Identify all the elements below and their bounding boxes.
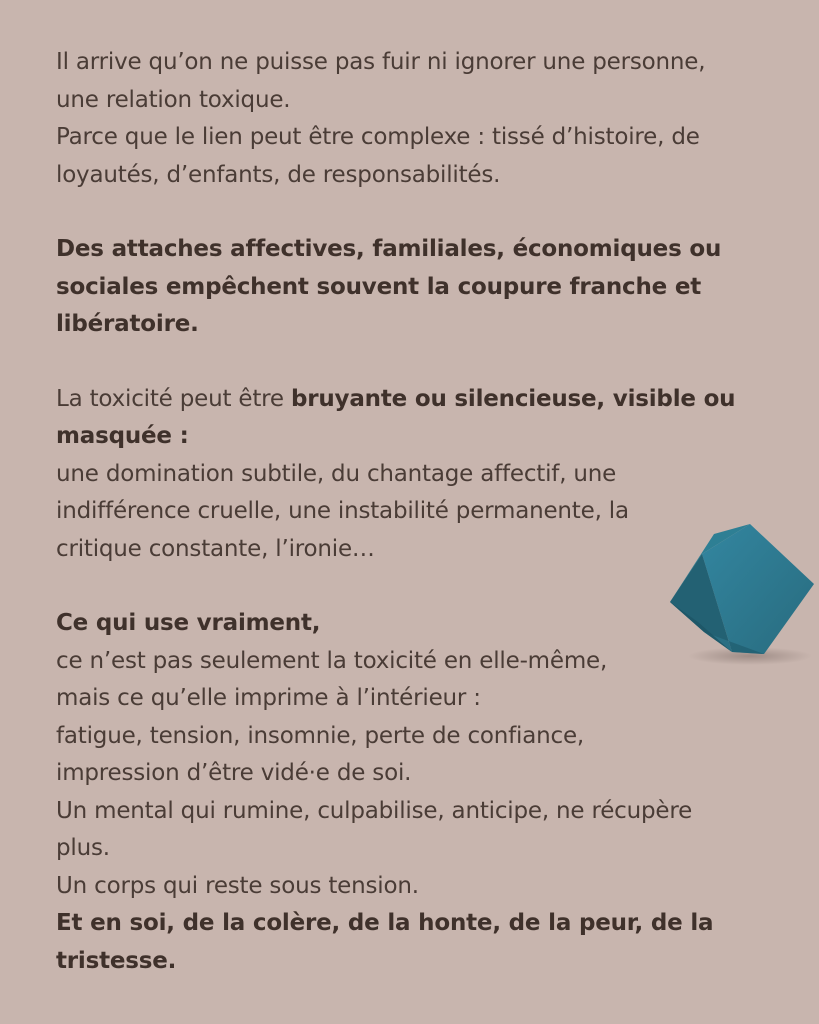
text-line: loyautés, d’enfants, de responsabilités. — [56, 161, 501, 188]
text-line: une relation toxique. — [56, 86, 291, 113]
paragraph-intro — [56, 44, 786, 194]
text-line: critique constante, l’ironie… — [56, 535, 375, 562]
text-line: Un mental qui rumine, culpabilise, anticipe, ne récupère — [56, 797, 693, 824]
cube-icon — [668, 522, 816, 668]
text-line: impression d’être vidé·e de soi. — [56, 760, 412, 786]
text-line: plus. — [56, 835, 110, 861]
section-heading: Ce qui use vraiment, — [56, 610, 321, 636]
text-line: Parce que le lien peut être complexe : tissé d’histoire, de — [56, 124, 700, 150]
text-line: mais ce qu’elle imprime à l’intérieur : — [56, 685, 481, 711]
text-line: libératoire. — [56, 311, 199, 337]
text-line: ce n’est pas seulement la toxicité en elle-même, — [56, 647, 608, 674]
intro-text: La toxicité peut être — [56, 385, 291, 412]
text-line: Et en soi, de la colère, de la honte, de la peur, de la — [56, 910, 714, 936]
emphasis-text: bruyante ou silencieuse, visible ou — [290, 385, 736, 412]
text-line: masquée : — [56, 423, 189, 449]
text-line: Des attaches affectives, familiales, économiques ou — [56, 236, 722, 262]
text-line — [56, 381, 786, 419]
paragraph-attachments — [56, 231, 786, 344]
text-line: sociales empêchent souvent la coupure franche et — [56, 273, 702, 300]
text-line: Un corps qui reste sous tension. — [56, 872, 419, 899]
text-line: fatigue, tension, insomnie, perte de confiance, — [56, 722, 585, 749]
text-line: Il arrive qu’on ne puisse pas fuir ni ignorer une personne, — [56, 49, 706, 75]
text-line: une domination subtile, du chantage affectif, une — [56, 460, 617, 487]
text-line: indifférence cruelle, une instabilité permanente, la — [56, 498, 629, 524]
text-line: tristesse. — [56, 947, 177, 974]
